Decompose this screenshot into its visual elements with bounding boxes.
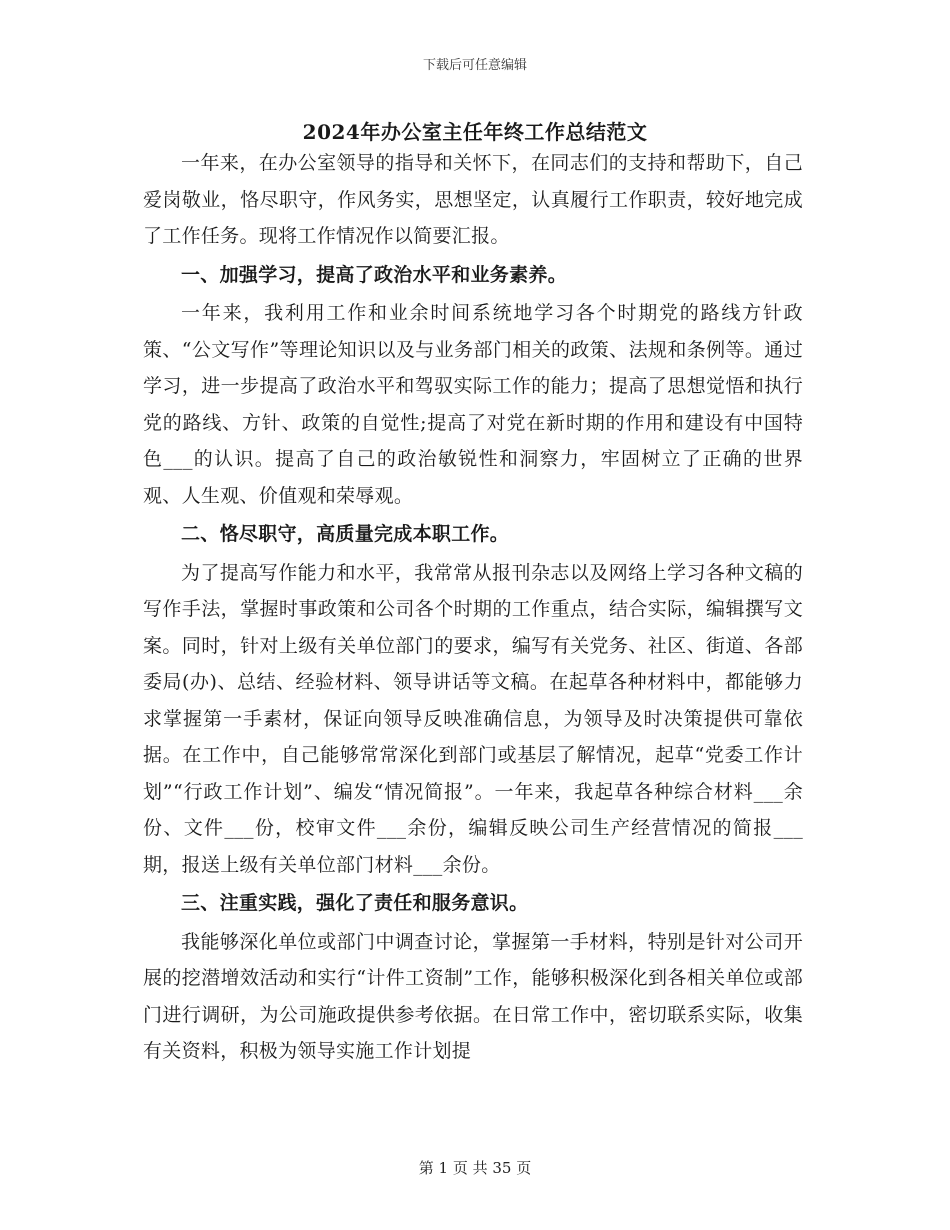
section-heading-3: 三、注重实践，强化了责任和服务意识。 [181,892,529,914]
paragraph-section-1: 一年来，我利用工作和业余时间系统地学习各个时期党的路线方针政策、“公文写作”等理论知识以及与业务部门相关的政策、法规和条例等。通过学习，进一步提高了政治水平和驾驭实际工作的能力；提高了思想觉悟和执行党的路线、方针、政策的自觉性;提高了对党在新时期的作用和建设有中国特色___的认识。提高了自己的政治敏锐性和洞察力，牢固树立了正确的世界观、人生观、价值观和荣辱观。 [143,302,803,507]
section-heading-1: 一、加强学习，提高了政治水平和业务素养。 [181,263,568,286]
document-body [143,145,803,1070]
page-number: 第 1 页 共 35 页 [418,1159,532,1177]
document-title: 2024年办公室主任年终工作总结范文 [302,120,648,144]
page-header-note: 下载后可任意编辑 [422,58,527,73]
paragraph-section-2: 为了提高写作能力和水平，我常常从报刊杂志以及网络上学习各种文稿的写作手法，掌握时事政策和公司各个时期的工作重点，结合实际，编辑撰写文案。同时，针对上级有关单位部门的要求，编写有关党务、社区、街道、各部委局(办)、总结、经验材料、领导讲话等文稿。在起草各种材料中，都能够力求掌握第一手素材，保证向领导反映准确信息，为领导及时决策提供可靠依据。在工作中，自己能够常常深化到部门或基层了解情况，起草“党委工作计划”“行政工作计划”、编发“情况简报”。一年来，我起草各种综合材料___余份、文件___份，校审文件___余份，编辑反映公司生产经营情况的简报___期，报送上级有关单位部门材料___余份。 [143,561,803,876]
paragraph-section-3: 我能够深化单位或部门中调查讨论，掌握第一手材料，特别是针对公司开展的挖潜增效活动和实行“计件工资制”工作，能够积极深化到各相关单位或部门进行调研，为公司施政提供参考依据。在日常工作中，密切联系实际，收集有关资料，积极为领导实施工作计划提 [143,930,803,1062]
paragraph-intro: 一年来，在办公室领导的指导和关怀下，在同志们的支持和帮助下，自己爱岗敬业，恪尽职守，作风务实，思想坚定，认真履行工作职责，较好地完成了工作任务。现将工作情况作以简要汇报。 [143,152,803,247]
section-heading-2: 二、恪尽职守，高质量完成本职工作。 [181,523,510,545]
